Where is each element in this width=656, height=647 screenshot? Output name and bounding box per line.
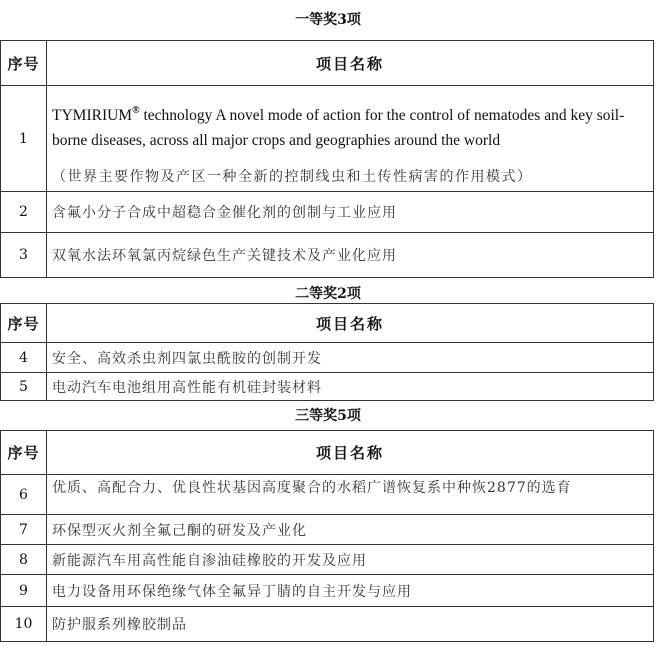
project-name-english: TYMIRIUM® technology A novel mode of action for the control of nematodes and key soil-borne diseases, across all major crops and geographies around the world <box>52 105 625 149</box>
row-number: 9 <box>1 575 47 607</box>
row-number: 4 <box>1 343 47 373</box>
header-number: 序号 <box>1 304 47 343</box>
table-row <box>1 233 654 278</box>
row-number: 1 <box>1 86 47 192</box>
table-row <box>1 86 654 192</box>
row-project-name <box>47 86 654 192</box>
header-project-name: 项目名称 <box>47 304 654 343</box>
row-number: 3 <box>1 233 47 278</box>
row-number: 2 <box>1 192 47 233</box>
header-project-name: 项目名称 <box>47 41 654 86</box>
row-project-name: 防护服系列橡胶制品 <box>47 607 654 642</box>
row-number: 10 <box>1 607 47 642</box>
row-project-name: 电动汽车电池组用高性能有机硅封装材料 <box>47 373 654 401</box>
header-number: 序号 <box>1 41 47 86</box>
row-number: 6 <box>1 475 47 515</box>
row-number: 8 <box>1 545 47 575</box>
table-row <box>1 575 654 607</box>
table-row <box>1 343 654 373</box>
section-title-second-prize: 二等奖2项 <box>295 286 361 302</box>
header-project-name: 项目名称 <box>47 431 654 475</box>
table-header-row <box>1 304 654 343</box>
project-name-chinese: （世界主要作物及产区一种全新的控制线虫和土传性病害的作用模式） <box>52 169 533 185</box>
row-project-name: 含氟小分子合成中超稳合金催化剂的创制与工业应用 <box>47 192 654 233</box>
row-project-name: 优质、高配合力、优良性状基因高度聚合的水稻广谱恢复系中种恢2877的选育 <box>47 475 654 515</box>
table-row <box>1 607 654 642</box>
table-row <box>1 475 654 515</box>
row-project-name: 双氧水法环氧氯丙烷绿色生产关键技术及产业化应用 <box>47 233 654 278</box>
row-project-name: 安全、高效杀虫剂四氯虫酰胺的创制开发 <box>47 343 654 373</box>
table-header-row <box>1 41 654 86</box>
section-title-third-prize: 三等奖5项 <box>295 408 361 424</box>
header-number: 序号 <box>1 431 47 475</box>
table-row <box>1 373 654 401</box>
table-header-row <box>1 431 654 475</box>
table-row <box>1 192 654 233</box>
row-project-name: 电力设备用环保绝缘气体全氟异丁腈的自主开发与应用 <box>47 575 654 607</box>
section-title-first-prize: 一等奖3项 <box>295 12 361 28</box>
third-prize-table <box>0 430 654 642</box>
second-prize-table <box>0 303 654 401</box>
row-number: 7 <box>1 515 47 545</box>
table-row <box>1 545 654 575</box>
row-project-name: 环保型灭火剂全氟己酮的研发及产业化 <box>47 515 654 545</box>
row-project-name: 新能源汽车用高性能自渗油硅橡胶的开发及应用 <box>47 545 654 575</box>
table-row <box>1 515 654 545</box>
first-prize-table <box>0 40 654 278</box>
row-number: 5 <box>1 373 47 401</box>
